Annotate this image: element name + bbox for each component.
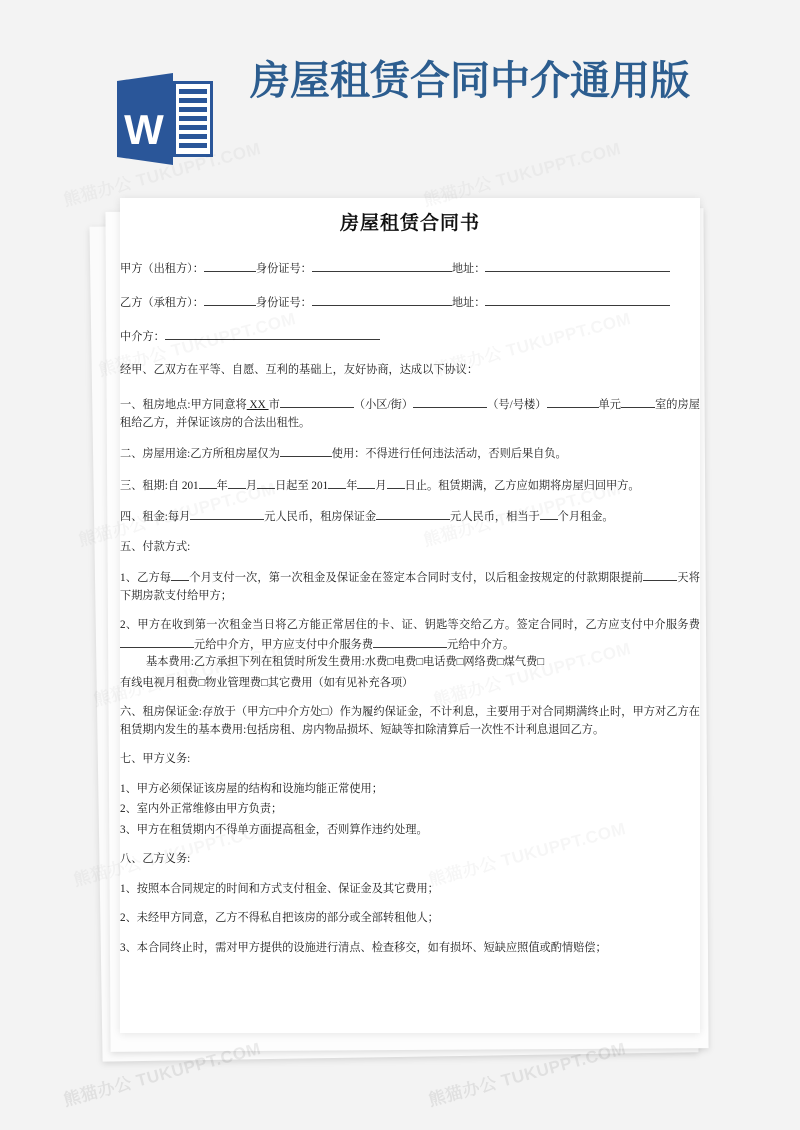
party-b-addr-blank[interactable] [485, 293, 670, 306]
clause-8-item-1: 1、按照本合同规定的时间和方式支付租金、保证金及其它费用； [120, 882, 439, 895]
payment-2-mid2: 元给中介方。 [447, 638, 515, 651]
clause-2 [120, 444, 700, 464]
clause-8-item-2: 2、未经甲方同意，乙方不得私自把该房的部分或全部转租他人； [120, 912, 439, 924]
clause-6-number: 六、 [120, 706, 143, 718]
clause-3-t2: 月 [245, 479, 258, 492]
clause-4 [120, 507, 700, 527]
clause-2-t0: 乙方所租房屋仅为 [190, 448, 280, 460]
clause-3-t6: 日止。租赁期满，乙方应如期将房屋归回甲方。 [404, 479, 640, 492]
clause-3 [120, 476, 700, 496]
agent-label: 中介方： [120, 331, 165, 343]
clause-5-number: 五、 [120, 540, 143, 553]
clause-1-t4: （号/号楼） [487, 399, 547, 411]
party-a-name-blank[interactable] [204, 259, 256, 272]
basic-fee-line-1: 基本费用:乙方承担下列在租赁时所发生费用:水费□电费□电话费□网络费□煤气费□ [146, 656, 545, 668]
party-b-id-blank[interactable] [312, 293, 452, 306]
party-a-addr-blank[interactable] [485, 259, 670, 272]
clause-2-t1: 使用：不得进行任何违法活动，否则后果自负。 [331, 448, 567, 460]
party-b-label: 乙方（承租方）： [120, 297, 204, 309]
clause-2-number: 二、 [120, 448, 143, 460]
clause-3-blank-d2[interactable] [387, 476, 405, 489]
clause-1 [120, 395, 700, 432]
clause-4-title: 租金: [142, 511, 168, 523]
clause-4-blank-months[interactable] [540, 507, 558, 520]
clause-1-t2: 市 [268, 399, 280, 411]
clause-3-blank-y2[interactable] [328, 476, 346, 489]
payment-2-blank-fee-b[interactable] [120, 635, 194, 648]
clause-3-t4: 年 [346, 479, 358, 492]
clause-1-blank-unit[interactable] [547, 395, 599, 408]
clause-4-number: 四、 [120, 511, 143, 523]
clause-1-title: 租房地点: [142, 399, 191, 411]
party-a-line [120, 259, 700, 278]
clause-1-number: 一、 [120, 399, 143, 411]
clause-4-t0: 每月 [167, 511, 191, 523]
clause-6 [120, 704, 700, 739]
clause-3-t3: 日起至 201 [275, 479, 329, 492]
clause-4-t3: 个月租金。 [557, 511, 614, 523]
clause-3-blank-m1[interactable] [228, 476, 246, 489]
clause-8-number: 八、 [120, 853, 143, 865]
payment-1-prefix: 1、乙方每 [120, 572, 172, 584]
payment-2-blank-fee-a[interactable] [373, 635, 447, 648]
payment-1-mid2: 天将下期房款支付给甲方； [120, 572, 700, 602]
party-a-id-blank[interactable] [312, 259, 452, 272]
clause-1-t6: 室的房屋租给乙方，并保证该房的合法出租性。 [120, 399, 700, 429]
clause-3-blank-d1[interactable] [257, 476, 275, 489]
clause-7-item-1: 1、甲方必须保证该房屋的结构和设施均能正常使用； [120, 782, 383, 795]
clause-4-t1: 元人民币，租房保证金 [264, 511, 377, 523]
clause-2-title: 房屋用途: [142, 448, 191, 460]
document-content [120, 198, 700, 1033]
payment-2-mid1: 元给中介方，甲方应支付中介服务费 [194, 638, 374, 651]
party-a-addr-label: 地址： [451, 263, 486, 275]
clause-7-item-2: 2、室内外正常维修由甲方负责； [120, 803, 283, 815]
payment-1-blank-months[interactable] [171, 568, 189, 581]
clause-6-text: 存放于（甲方□中介方处□）作为履约保证金，不计利息，主要用于对合同期满终止时，甲方对乙方在租赁期内发生的基本费用:包括房租、房内物品损坏、短缺等扣除清算后一次性不计利息退回乙方。 [120, 706, 700, 736]
clause-3-t0: 自 201 [167, 479, 199, 492]
clause-3-t1: 年 [216, 479, 228, 492]
clause-8 [120, 851, 700, 869]
clause-1-city-value[interactable]: XX [246, 399, 269, 411]
clause-1-blank-room[interactable] [621, 395, 655, 408]
party-a-id-label: 身份证号： [255, 263, 312, 275]
clause-3-blank-y1[interactable] [199, 476, 217, 489]
clause-5-title: 付款方式: [142, 540, 191, 553]
document-heading: 房屋租赁合同书 [339, 213, 480, 234]
clause-1-blank-building[interactable] [413, 395, 487, 408]
party-a-label: 甲方（出租方）： [120, 263, 204, 275]
clause-8-title: 乙方义务: [142, 853, 191, 865]
payment-1-blank-days[interactable] [643, 568, 677, 581]
watermark-text: 熊猫办公 TUKUPPT.COM [426, 1038, 629, 1110]
clause-8-item-3: 3、本合同终止时，需对甲方提供的设施进行清点、检查移交，如有损坏、短缺应照值或酌情赔偿； [120, 941, 607, 954]
clause-3-t5: 月 [375, 479, 387, 492]
payment-2-prefix: 2、甲方在收到第一次租金当日将乙方能正常居住的卡、证、钥匙等交给乙方。签定合同时，乙方应支付中介服务费 [120, 619, 700, 631]
page-title: 房屋租赁合同中介通用版 [250, 59, 690, 103]
svg-text:W: W [124, 106, 164, 154]
payment-item-2 [120, 617, 700, 654]
party-b-addr-label: 地址： [451, 297, 486, 309]
clause-4-blank-rent[interactable] [190, 507, 264, 520]
clause-4-t2: 元人民币，相当于 [450, 511, 540, 523]
clause-3-blank-m2[interactable] [357, 476, 375, 489]
payment-item-1 [120, 568, 700, 605]
clause-7-title: 甲方义务: [142, 753, 191, 765]
clause-1-t3: （小区/街） [353, 399, 414, 411]
watermark-text: 熊猫办公 TUKUPPT.COM [61, 1038, 264, 1110]
clause-1-t0: 甲方同意将 [190, 399, 247, 411]
basic-fee-line-2: 有线电视月租费□物业管理费□其它费用（如有见补充各项） [120, 676, 414, 689]
party-b-line [120, 293, 700, 312]
clause-4-blank-deposit[interactable] [376, 507, 450, 520]
document-page-1[interactable] [120, 198, 700, 1033]
clause-2-blank-usage[interactable] [280, 444, 332, 457]
clause-6-title: 租房保证金: [142, 706, 202, 718]
agreement-lead: 经甲、乙双方在平等、自愿、互利的基础上，友好协商，达成以下协议： [120, 364, 479, 376]
clause-3-number: 三、 [120, 479, 143, 492]
clause-5 [120, 539, 700, 557]
clause-7-item-3: 3、甲方在租赁期内不得单方面提高租金，否则算作违约处理。 [120, 823, 428, 836]
clause-1-blank-district[interactable] [280, 395, 354, 408]
party-b-name-blank[interactable] [204, 293, 256, 306]
clause-3-title: 租期: [142, 479, 168, 492]
agent-line [120, 327, 700, 346]
clause-7-number: 七、 [120, 753, 143, 765]
agent-blank[interactable] [165, 327, 380, 340]
clause-1-t5: 单元 [598, 399, 622, 411]
payment-1-mid1: 个月支付一次，第一次租金及保证金在签定本合同时支付，以后租金按规定的付款期限提前 [189, 572, 644, 584]
party-b-id-label: 身份证号： [255, 297, 312, 309]
clause-7 [120, 751, 700, 769]
